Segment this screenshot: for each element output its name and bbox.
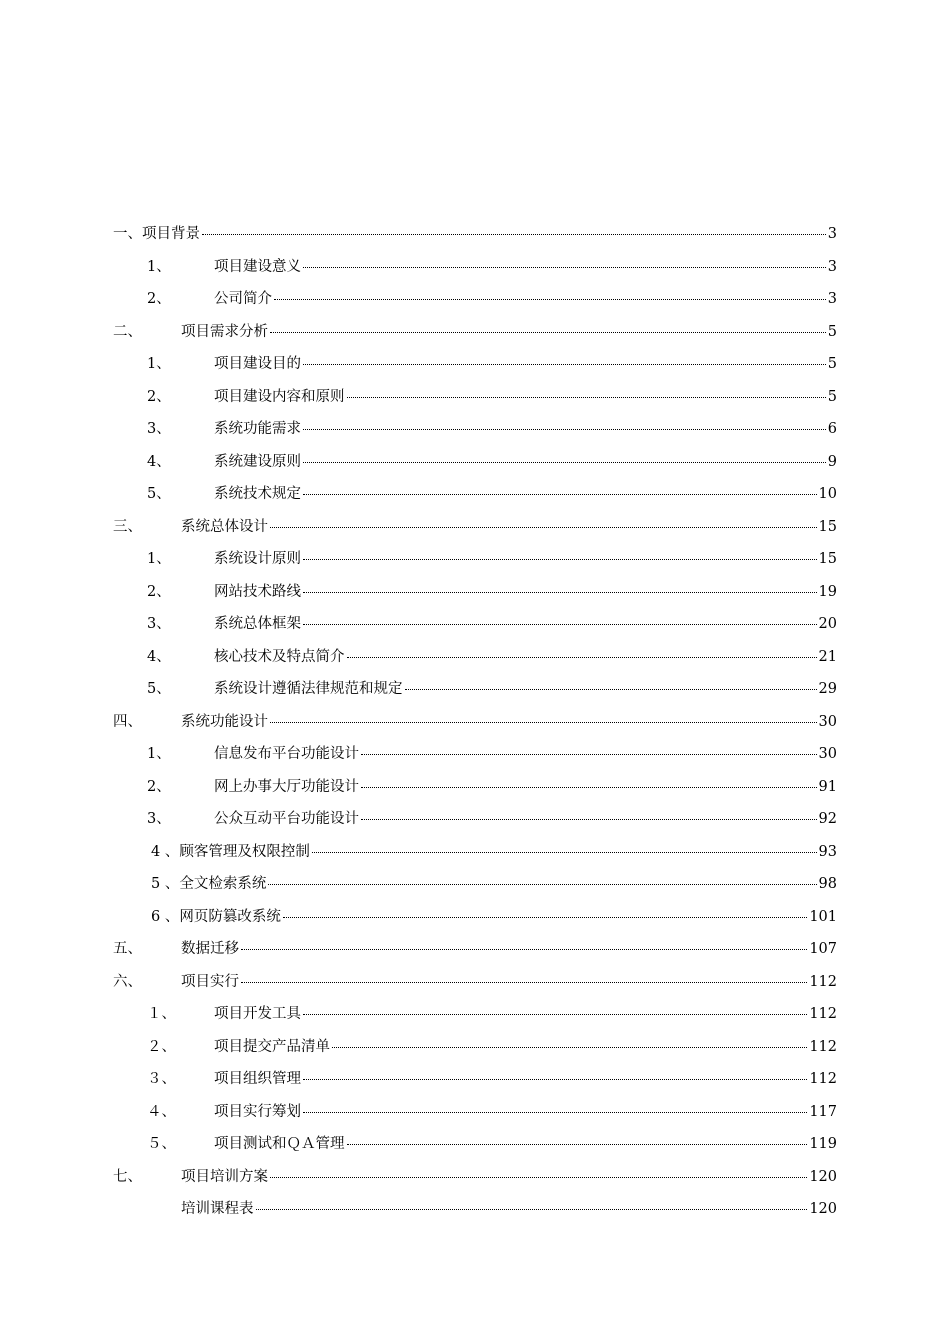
- toc-entry-title: 系统技术规定: [214, 486, 301, 502]
- toc-entry-title: 信息发布平台功能设计: [214, 746, 359, 762]
- toc-entry-page: 117: [809, 1103, 837, 1120]
- dot-leader: [312, 852, 817, 853]
- toc-entry[interactable]: [0, 348, 950, 381]
- dot-leader: [303, 1079, 807, 1080]
- toc-entry-title: 系统设计原则: [214, 551, 301, 567]
- toc-entry-page: 5: [827, 323, 837, 340]
- dot-leader: [303, 624, 817, 625]
- dot-leader: [303, 429, 826, 430]
- dot-leader: [303, 462, 826, 463]
- toc-entry[interactable]: [0, 446, 950, 479]
- dot-leader: [274, 299, 826, 300]
- dot-leader: [270, 1177, 807, 1178]
- toc-entry-title: 5 、全文检索系统: [151, 876, 267, 892]
- toc-entry-number: 七、: [113, 1168, 142, 1185]
- toc-entry-number: 4、: [147, 453, 171, 470]
- toc-entry[interactable]: [0, 543, 950, 576]
- toc-entry[interactable]: [0, 511, 950, 544]
- toc-entry[interactable]: [0, 901, 950, 934]
- toc-entry-title: 项目实行筹划: [214, 1103, 301, 1120]
- toc-entry-title: 培训课程表: [181, 1201, 254, 1217]
- toc-entry-page: 91: [818, 778, 837, 795]
- toc-entry-title: 4 、顾客管理及权限控制: [151, 843, 310, 860]
- toc-entry[interactable]: [0, 283, 950, 316]
- toc-entry-page: 119: [809, 1136, 837, 1152]
- dot-leader: [303, 364, 826, 365]
- toc-entry-page: 3: [827, 291, 837, 307]
- dot-leader: [270, 527, 817, 528]
- dot-leader: [303, 267, 826, 268]
- toc-entry[interactable]: [0, 576, 950, 609]
- toc-entry-number: 1、: [147, 258, 171, 275]
- toc-entry-number: 三、: [113, 518, 142, 535]
- toc-entry-number: 1、: [147, 356, 171, 372]
- toc-entry-page: 29: [818, 681, 837, 697]
- dot-leader: [256, 1209, 808, 1210]
- toc-entry-page: 112: [809, 973, 837, 990]
- dot-leader: [268, 884, 816, 885]
- toc-entry[interactable]: [0, 771, 950, 804]
- toc-entry-number: ３、: [147, 1071, 176, 1087]
- toc-entry-title: 项目建设目的: [214, 356, 301, 372]
- toc-entry[interactable]: [0, 738, 950, 771]
- toc-entry-title: 一、项目背景: [113, 226, 200, 242]
- toc-entry-number: 四、: [113, 713, 142, 730]
- toc-entry[interactable]: [0, 1128, 950, 1161]
- toc-entry-number: １、: [147, 1006, 176, 1022]
- dot-leader: [270, 722, 817, 723]
- toc-entry[interactable]: [0, 933, 950, 966]
- toc-entry-number: 二、: [113, 323, 142, 340]
- toc-entry-page: 93: [818, 843, 837, 860]
- toc-entry[interactable]: [0, 1193, 950, 1226]
- dot-leader: [347, 1144, 808, 1145]
- dot-leader: [303, 494, 817, 495]
- toc-entry-page: 3: [827, 258, 837, 275]
- dot-leader: [241, 982, 807, 983]
- toc-entry-number: 1、: [147, 746, 171, 762]
- toc-entry[interactable]: [0, 803, 950, 836]
- toc-entry[interactable]: [0, 251, 950, 284]
- dot-leader: [202, 234, 826, 235]
- toc-entry-page: 101: [809, 908, 837, 925]
- toc-entry-title: 项目组织管理: [214, 1071, 301, 1087]
- toc-entry-page: 30: [818, 746, 837, 762]
- dot-leader: [303, 592, 817, 593]
- toc-entry-number: 4、: [147, 648, 171, 665]
- dot-leader: [347, 397, 826, 398]
- toc-entry[interactable]: [0, 316, 950, 349]
- dot-leader: [303, 559, 817, 560]
- toc-entry[interactable]: [0, 641, 950, 674]
- toc-entry-number: 3、: [147, 811, 171, 827]
- toc-entry-title: 系统总体框架: [214, 616, 301, 632]
- toc-entry-number: ４、: [147, 1103, 176, 1120]
- toc-entry-number: 5、: [147, 681, 171, 697]
- toc-entry-title: 系统建设原则: [214, 453, 301, 470]
- toc-entry-page: 21: [818, 648, 837, 665]
- toc-entry-title: 6 、网页防篡改系统: [151, 908, 281, 925]
- toc-entry-page: 5: [827, 356, 837, 372]
- toc-entry-title: 项目需求分析: [181, 323, 268, 340]
- toc-entry-number: 2、: [147, 291, 171, 307]
- toc-entry[interactable]: [0, 1161, 950, 1194]
- dot-leader: [361, 787, 817, 788]
- toc-entry-page: 10: [818, 486, 837, 502]
- toc-entry-title: 项目开发工具: [214, 1006, 301, 1022]
- toc-entry-page: 107: [809, 941, 837, 957]
- toc-entry[interactable]: [0, 836, 950, 869]
- toc-entry-title: 项目实行: [181, 973, 239, 990]
- dot-leader: [405, 689, 817, 690]
- dot-leader: [361, 819, 817, 820]
- dot-leader: [303, 1112, 807, 1113]
- toc-entry-page: 15: [818, 551, 837, 567]
- toc-entry-page: 120: [809, 1168, 837, 1185]
- toc-entry[interactable]: [0, 673, 950, 706]
- toc-entry-number: 1、: [147, 551, 171, 567]
- dot-leader: [283, 917, 807, 918]
- toc-entry-title: 公众互动平台功能设计: [214, 811, 359, 827]
- toc-entry[interactable]: [0, 1063, 950, 1096]
- toc-entry-number: ２、: [147, 1038, 176, 1055]
- dot-leader: [303, 1014, 807, 1015]
- toc-entry-number: ５、: [147, 1136, 176, 1152]
- toc-entry[interactable]: [0, 998, 950, 1031]
- toc-entry-title: 系统功能需求: [214, 421, 301, 437]
- toc-entry-page: 112: [809, 1038, 837, 1055]
- toc-entry-title: 数据迁移: [181, 941, 239, 957]
- toc-entry-page: 112: [809, 1006, 837, 1022]
- toc-entry-title: 核心技术及特点简介: [214, 648, 345, 665]
- toc-entry-title: 系统设计遵循法律规范和规定: [214, 681, 403, 697]
- toc-entry-number: 3、: [147, 616, 171, 632]
- toc-entry-number: 五、: [113, 941, 142, 957]
- toc-entry-page: 9: [827, 453, 837, 470]
- toc-entry-title: 项目测试和ＱＡ管理: [214, 1136, 345, 1152]
- toc-entry[interactable]: [0, 381, 950, 414]
- dot-leader: [241, 949, 807, 950]
- toc-entry-number: 2、: [147, 388, 171, 405]
- toc-entry-page: 20: [818, 616, 837, 632]
- toc-entry-title: 公司简介: [214, 291, 272, 307]
- toc-entry[interactable]: [0, 706, 950, 739]
- toc-entry-title: 项目培训方案: [181, 1168, 268, 1185]
- toc-entry[interactable]: [0, 218, 950, 251]
- toc-entry-title: 项目提交产品清单: [214, 1038, 330, 1055]
- dot-leader: [332, 1047, 807, 1048]
- toc-entry[interactable]: [0, 413, 950, 446]
- toc-entry-title: 项目建设意义: [214, 258, 301, 275]
- toc-entry-page: 98: [818, 876, 837, 892]
- toc-entry-page: 19: [818, 583, 837, 600]
- toc-entry-title: 系统功能设计: [181, 713, 268, 730]
- toc-entry[interactable]: [0, 966, 950, 999]
- toc-entry-title: 网上办事大厅功能设计: [214, 778, 359, 795]
- toc-entry-page: 30: [818, 713, 837, 730]
- toc-entry-page: 15: [818, 518, 837, 535]
- toc-entry-number: 2、: [147, 583, 171, 600]
- toc-entry-number: 5、: [147, 486, 171, 502]
- toc-entry-page: 6: [827, 421, 837, 437]
- toc-entry-number: 2、: [147, 778, 171, 795]
- dot-leader: [361, 754, 817, 755]
- toc-entry[interactable]: [0, 478, 950, 511]
- toc-entry[interactable]: [0, 608, 950, 641]
- toc-entry-number: 3、: [147, 421, 171, 437]
- table-of-contents: [0, 218, 950, 1226]
- toc-entry-number: 六、: [113, 973, 142, 990]
- toc-entry[interactable]: [0, 1096, 950, 1129]
- toc-entry-title: 网站技术路线: [214, 583, 301, 600]
- toc-entry[interactable]: [0, 1031, 950, 1064]
- dot-leader: [347, 657, 817, 658]
- toc-entry-page: 3: [827, 226, 837, 242]
- toc-entry-page: 112: [809, 1071, 837, 1087]
- dot-leader: [270, 332, 826, 333]
- toc-entry-page: 92: [818, 811, 837, 827]
- toc-entry-page: 5: [827, 388, 837, 405]
- toc-entry-title: 项目建设内容和原则: [214, 388, 345, 405]
- toc-entry[interactable]: [0, 868, 950, 901]
- toc-entry-page: 120: [809, 1201, 837, 1217]
- toc-entry-title: 系统总体设计: [181, 518, 268, 535]
